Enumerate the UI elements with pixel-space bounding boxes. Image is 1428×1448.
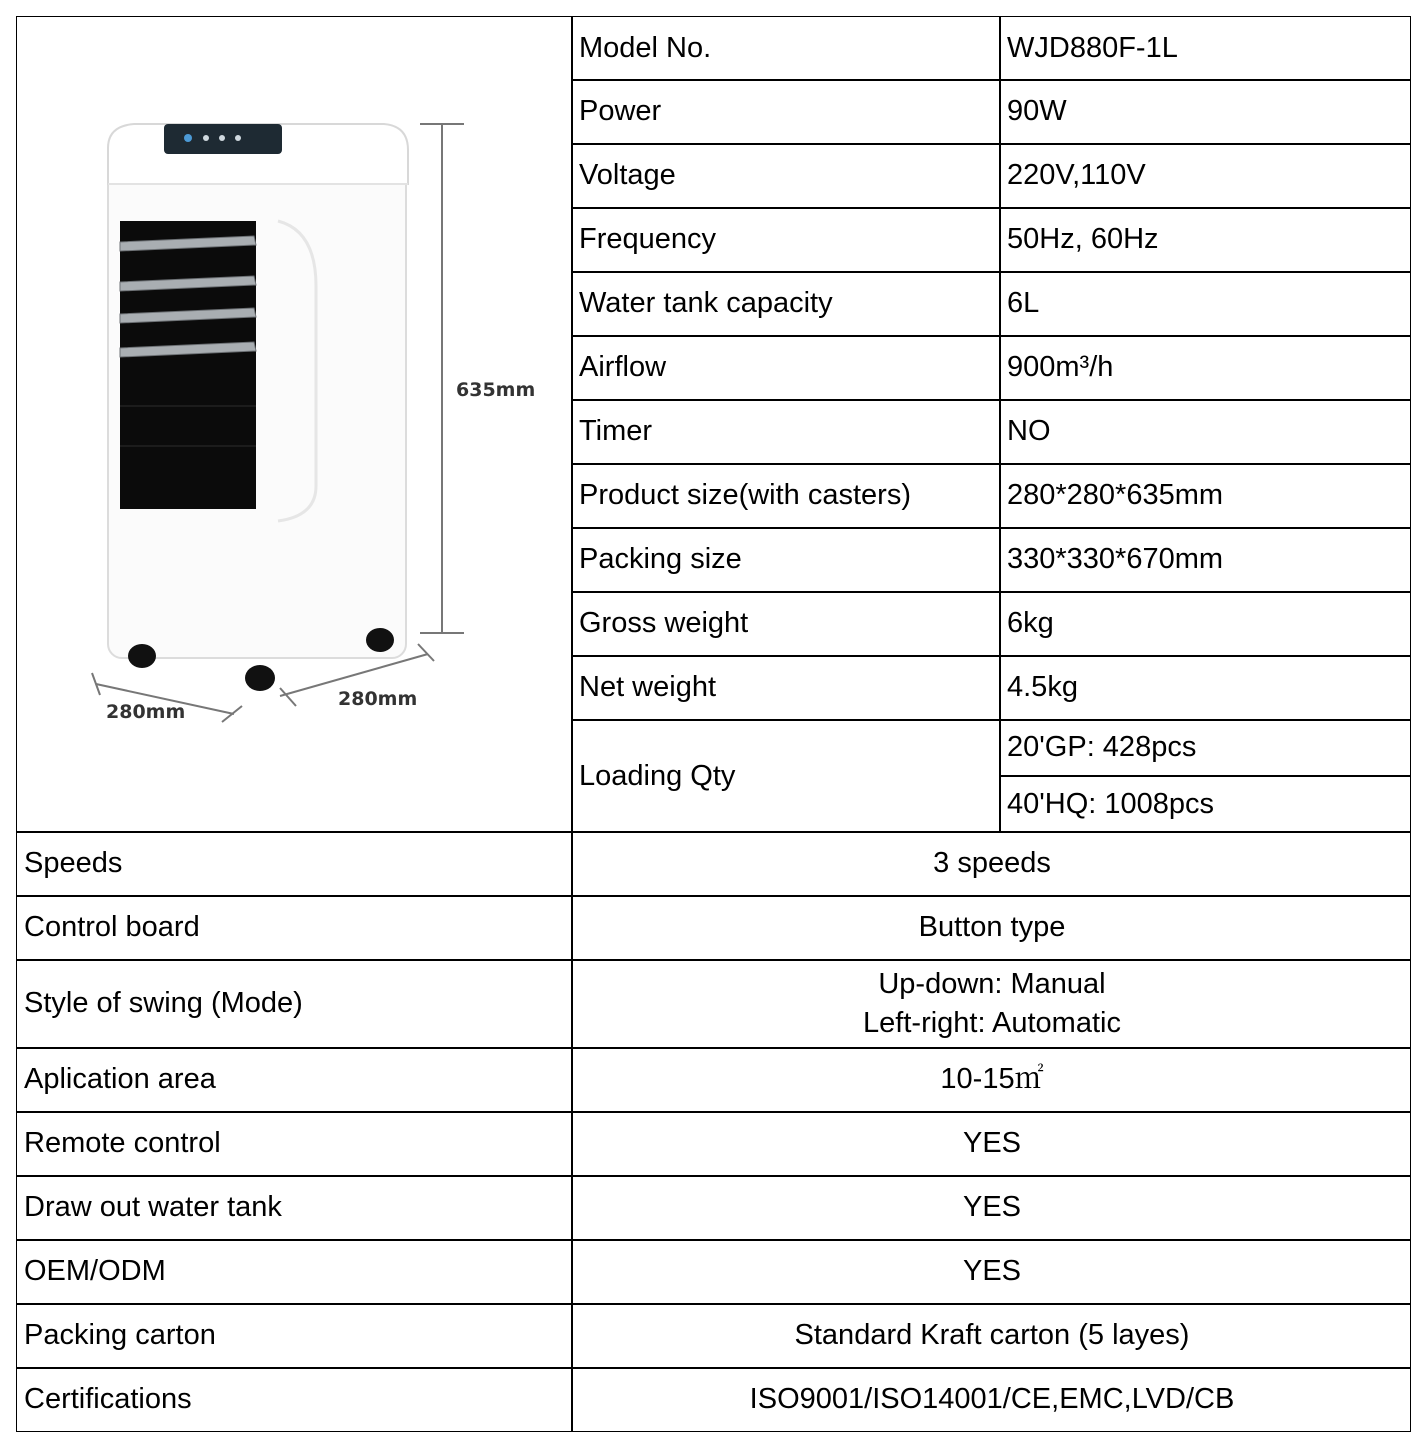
spec-value-packing-size: 330*330*670mm <box>1007 543 1224 576</box>
spec-label-draw-out-tank: Draw out water tank <box>24 1191 282 1224</box>
spec-label-water-tank: Water tank capacity <box>579 287 833 320</box>
spec-label-speeds: Speeds <box>24 847 123 880</box>
spec-label-frequency: Frequency <box>579 223 717 256</box>
spec-label-voltage: Voltage <box>579 159 676 192</box>
spec-value-packing-carton: Standard Kraft carton (5 layes) <box>794 1319 1190 1352</box>
spec-label-oem-odm: OEM/ODM <box>24 1255 166 1288</box>
spec-label-gross-weight: Gross weight <box>579 607 749 640</box>
spec-label-remote-control: Remote control <box>24 1127 221 1160</box>
spec-label-net-weight: Net weight <box>579 671 717 704</box>
spec-value-loading-20gp: 20'GP: 428pcs <box>1007 731 1197 764</box>
spec-value-draw-out-tank: YES <box>962 1191 1022 1224</box>
spec-value-model: WJD880F-1L <box>1007 32 1178 65</box>
air-cooler-illustration <box>16 16 572 832</box>
spec-value-remote-control: YES <box>962 1127 1022 1160</box>
spec-value-water-tank: 6L <box>1007 287 1040 320</box>
spec-label-loading-qty: Loading Qty <box>579 759 736 792</box>
spec-value-speeds: 3 speeds <box>933 847 1051 880</box>
height-dimension-label: 635mm <box>456 379 536 401</box>
spec-value-airflow: 900m³/h <box>1007 351 1114 384</box>
product-photo <box>16 16 572 832</box>
spec-value-gross-weight: 6kg <box>1007 607 1054 640</box>
swing-left-right: Left-right: Automatic <box>863 1007 1121 1039</box>
spec-value-product-size: 280*280*635mm <box>1007 479 1224 512</box>
spec-label-packing-size: Packing size <box>579 543 742 576</box>
spec-label-control-board: Control board <box>24 911 200 944</box>
spec-label-packing-carton: Packing carton <box>24 1319 216 1352</box>
depth-dimension-label: 280mm <box>106 701 186 723</box>
spec-value-frequency: 50Hz, 60Hz <box>1007 223 1159 256</box>
spec-value-net-weight: 4.5kg <box>1007 671 1078 704</box>
spec-label-swing-style: Style of swing (Mode) <box>24 987 303 1020</box>
spec-value-oem-odm: YES <box>962 1255 1022 1288</box>
spec-label-certifications: Certifications <box>24 1383 192 1416</box>
spec-value-certifications: ISO9001/ISO14001/CE,EMC,LVD/CB <box>749 1383 1235 1416</box>
spec-value-swing-style <box>573 961 1411 1047</box>
spec-value-timer: NO <box>1007 415 1051 448</box>
spec-value-voltage: 220V,110V <box>1007 159 1146 192</box>
spec-label-timer: Timer <box>579 415 653 448</box>
front-grille <box>120 221 256 509</box>
spec-value-application-area: 10-15㎡ <box>940 1063 1044 1096</box>
spec-label-model: Model No. <box>579 32 712 65</box>
spec-label-application-area: Aplication area <box>24 1063 216 1096</box>
width-dimension-label: 280mm <box>338 688 418 710</box>
spec-label-product-size: Product size(with casters) <box>579 479 911 512</box>
spec-value-control-board: Button type <box>918 911 1066 944</box>
spec-value-loading-40hq: 40'HQ: 1008pcs <box>1007 787 1215 820</box>
spec-value-power: 90W <box>1007 95 1067 128</box>
spec-label-power: Power <box>579 95 662 128</box>
swing-up-down: Up-down: Manual <box>878 967 1106 1000</box>
spec-label-airflow: Airflow <box>579 351 667 384</box>
